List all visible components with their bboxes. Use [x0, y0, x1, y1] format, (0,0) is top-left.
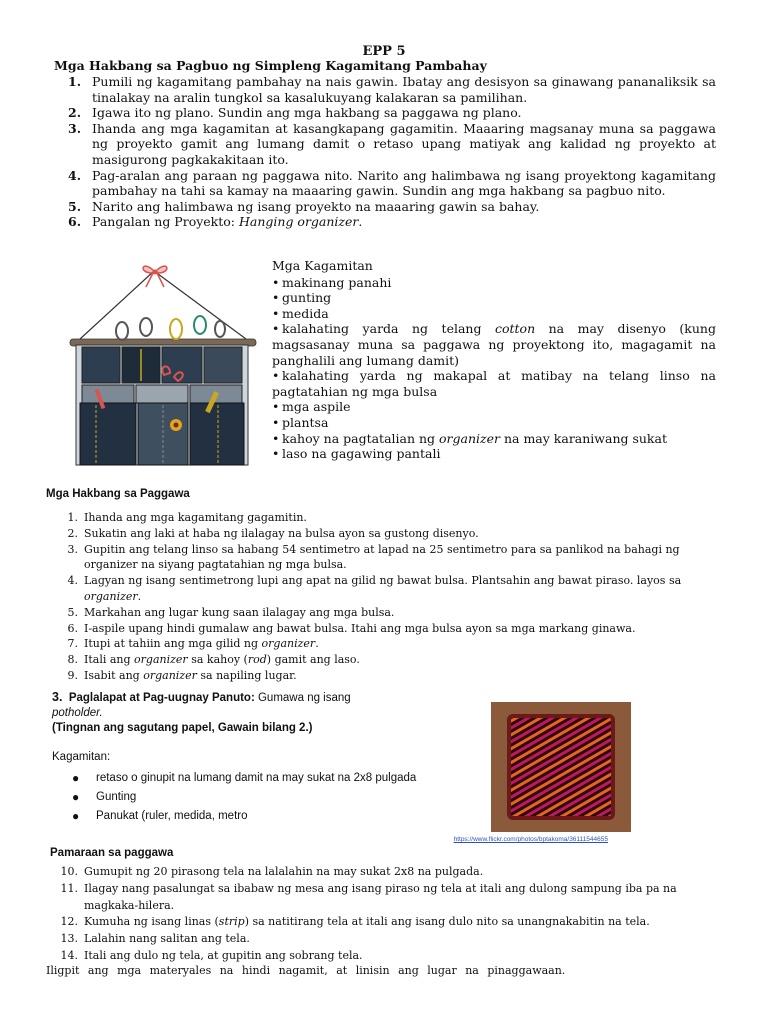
closing-instruction: Iligpit ang mga materyales na hindi nagamit, at linisin ang lugar na pinaggawaan.	[46, 964, 566, 977]
bullet-icon: •	[272, 274, 280, 290]
step-text: Narito ang halimbawa ng isang proyekto na maaaring gawin sa bahay.	[92, 198, 540, 214]
step-text: Sukatin ang laki at haba ng ilalagay na bulsa ayon sa gustong disenyo.	[84, 526, 479, 540]
list-item	[56, 652, 716, 668]
list-item	[56, 668, 716, 684]
step-emph: organizer	[134, 653, 188, 667]
step-emph: organizer	[143, 668, 197, 682]
section-3	[52, 690, 472, 828]
list-item	[272, 306, 716, 322]
section-3-heading-line	[52, 690, 472, 706]
section-3-number: 3.	[52, 690, 63, 704]
page-subtitle: Mga Hakbang sa Pagbuo ng Simpleng Kagamitang Pambahay	[54, 58, 487, 73]
step-text: .	[137, 589, 142, 603]
materials-list	[272, 275, 716, 462]
step-text: Markahan ang lugar kung saan ilalagay ang mga bulsa.	[84, 605, 395, 619]
step-emph: organizer	[261, 637, 316, 651]
bullet-icon: ●	[72, 790, 80, 804]
step-number: 3.	[68, 120, 82, 136]
materials-block	[272, 258, 716, 462]
list-item	[52, 771, 472, 786]
intro-steps-list	[56, 74, 716, 230]
step-text: Itali ang	[84, 653, 135, 667]
list-item	[56, 636, 716, 652]
materials-title: Mga Kagamitan	[272, 258, 373, 273]
step-text: sa kahoy (	[187, 653, 248, 667]
step-text: Igawa ito ng plano. Sundin ang mga hakbang sa paggawa ng plano.	[92, 105, 522, 121]
step-number: 14.	[60, 948, 78, 962]
list-item	[56, 948, 716, 965]
paggawa-heading: Mga Hakbang sa Paggawa	[46, 488, 190, 500]
list-item	[272, 275, 716, 291]
step-text: Gumupit ng 20 pirasong tela na lalalahin na may sukat 2x8 na pulgada.	[84, 865, 484, 878]
list-item	[56, 605, 716, 621]
step-text: Pag-aralan ang paraan ng paggawa nito. Narito ang halimbawa ng isang proyektong kagamitang pambahay na tahi sa kamay na maaaring gawin. Sundin ang mga hakbang sa pagbuo nito.	[92, 167, 716, 199]
list-item	[56, 573, 716, 605]
list-item	[56, 510, 716, 526]
list-item	[56, 526, 716, 542]
step-number: 10.	[60, 865, 78, 878]
bullet-icon: •	[272, 446, 280, 462]
step-number: 13.	[60, 932, 78, 946]
material-text: Gunting	[96, 791, 137, 803]
step-number: 4.	[68, 167, 82, 183]
step-text: Ihanda ang mga kagamitan at kasangkapang gagamitin. Maaaring magsanay muna sa paggawa ng proyekto gamit ang lumang damit o retaso upang matiyak ang kalidad ng proyekto at masigurong pagkakakitaan ito.	[92, 120, 716, 167]
bullet-icon: ●	[72, 809, 80, 823]
section-3-note: (Tingnan ang sagutang papel, Gawain bilang 2.)	[52, 722, 313, 734]
list-item	[52, 809, 472, 824]
step-emph: organizer	[84, 589, 138, 603]
material-emph: organizer	[439, 430, 500, 446]
step-text: Kumuha ng isang linas (	[84, 915, 219, 929]
list-item	[272, 446, 716, 462]
bullet-icon: •	[272, 399, 280, 415]
hanging-organizer-image	[58, 255, 268, 475]
material-emph: cotton	[494, 321, 536, 337]
section-3-item: potholder.	[52, 707, 103, 719]
bullet-icon: •	[272, 305, 280, 321]
list-item	[56, 931, 716, 948]
paggawa-steps-list	[56, 510, 716, 684]
step-number: 5.	[68, 198, 82, 214]
section-3-heading: Paglalapat at Pag-uugnay Panuto:	[68, 692, 255, 704]
step-text: Isabit ang	[84, 668, 144, 682]
step-number: 9.	[67, 668, 78, 682]
step-emph: strip	[218, 915, 245, 929]
section-3-intro: Gumawa ng isang	[254, 692, 351, 704]
bullet-icon: •	[272, 414, 280, 430]
list-item	[52, 790, 472, 805]
step-text: Ihanda ang mga kagamitang gagamitin.	[84, 511, 307, 524]
step-number: 4.	[67, 574, 78, 588]
potholder-image	[491, 702, 631, 832]
material-text: na may karaniwang sukat	[500, 430, 667, 446]
material-text: gunting	[282, 290, 332, 306]
project-name: Hanging organizer	[239, 214, 359, 230]
pamaraan-heading: Pamaraan sa paggawa	[50, 847, 174, 859]
list-item	[56, 542, 716, 574]
list-item	[272, 415, 716, 431]
step-text-end: .	[358, 214, 363, 230]
list-item	[56, 881, 716, 915]
step-number: 7.	[67, 637, 78, 651]
material-text: na may disenyo (kung magsasanay muna sa paggawa ng proyektong ito, magagamit na panghalili ang lumang damit)	[272, 321, 716, 368]
material-text: retaso o ginupit na lumang damit na may sukat na 2x8 pulgada	[96, 772, 417, 784]
step-text: .	[315, 637, 319, 651]
step-text: Lalahin nang salitan ang tela.	[84, 932, 250, 946]
material-text: kahoy na pagtatalian ng	[282, 430, 440, 446]
step-number: 1.	[67, 511, 78, 524]
step-text: Ilagay nang pasalungat sa ibabaw ng mesa ang isang piraso ng tela at itali ang dulong sampung iba pa na magkaka-hilera.	[84, 881, 677, 912]
section-3-materials-list	[52, 771, 472, 824]
step-text: Itupi at tahiin ang mga gilid ng	[84, 637, 262, 651]
step-number: 11.	[60, 881, 78, 895]
step-emph: rod	[247, 653, 267, 667]
material-text: laso na gagawing pantali	[282, 446, 441, 462]
step-text: ) gamit ang laso.	[266, 653, 360, 667]
list-item	[56, 199, 716, 215]
pamaraan-steps-list	[56, 864, 716, 965]
bullet-icon: •	[272, 368, 280, 384]
list-item	[272, 399, 716, 415]
step-text: Itali ang dulo ng tela, at gupitin ang sobrang tela.	[84, 948, 363, 962]
list-item	[272, 321, 716, 368]
material-text: makinang panahi	[282, 274, 392, 290]
bullet-icon: ●	[72, 771, 80, 785]
list-item	[56, 168, 716, 199]
list-item	[272, 368, 716, 399]
step-number: 2.	[67, 526, 78, 540]
material-text: mga aspile	[282, 399, 351, 415]
bullet-icon: •	[272, 290, 280, 306]
material-text: medida	[282, 305, 329, 321]
material-text: plantsa	[282, 414, 329, 430]
list-item	[56, 105, 716, 121]
bullet-icon: •	[272, 321, 280, 337]
step-number: 6.	[67, 621, 78, 635]
material-text: kalahating yarda ng makapal at matibay na telang linso na pagtatahian ng mga bulsa	[272, 368, 716, 399]
step-text: Lagyan ng isang sentimetrong lupi ang apat na gilid ng bawat bulsa. Plantsahin ang bawat piraso. layos sa	[84, 574, 682, 588]
step-text: Gupitin ang telang linso sa habang 54 sentimetro at lapad na 25 sentimetro para sa panlikod na bahagi ng organizer na siyang pagtatahian ng mga bulsa.	[84, 542, 680, 572]
list-item	[56, 214, 716, 230]
step-number: 1.	[68, 74, 82, 89]
page-title: EPP 5	[362, 44, 406, 59]
step-text: Pumili ng kagamitang pambahay na nais gawin. Ibatay ang desisyon sa ginawang pananaliksik sa tinalakay na aralin tungkol sa kasalukuyang kalakaran sa pamilihan.	[92, 74, 716, 105]
step-text: sa napiling lugar.	[196, 668, 297, 682]
list-item	[56, 914, 716, 931]
list-item	[56, 121, 716, 168]
step-number: 6.	[68, 214, 82, 230]
step-text: Pangalan ng Proyekto:	[92, 214, 239, 230]
step-number: 5.	[67, 605, 78, 619]
step-text: ) sa natitirang tela at itali ang isang dulo nito sa unangnakabitin na tela.	[244, 915, 650, 929]
list-item	[56, 864, 716, 881]
material-text: Panukat (ruler, medida, metro	[96, 810, 248, 822]
bullet-icon: •	[272, 430, 280, 446]
image-credit-link[interactable]: https://www.flickr.com/photos/bptakoma/36111544655	[453, 836, 608, 843]
step-number: 3.	[67, 542, 78, 556]
list-item	[272, 290, 716, 306]
list-item	[56, 621, 716, 637]
step-number: 2.	[68, 105, 82, 121]
step-number: 8.	[67, 653, 78, 667]
list-item	[56, 74, 716, 105]
list-item	[272, 431, 716, 447]
material-text: kalahating yarda ng telang	[282, 321, 495, 337]
step-number: 12.	[60, 915, 78, 929]
step-text: I-aspile upang hindi gumalaw ang bawat bulsa. Itahi ang mga bulsa ayon sa mga markang ginawa.	[84, 621, 636, 635]
section-3-materials-label: Kagamitan:	[52, 751, 111, 763]
